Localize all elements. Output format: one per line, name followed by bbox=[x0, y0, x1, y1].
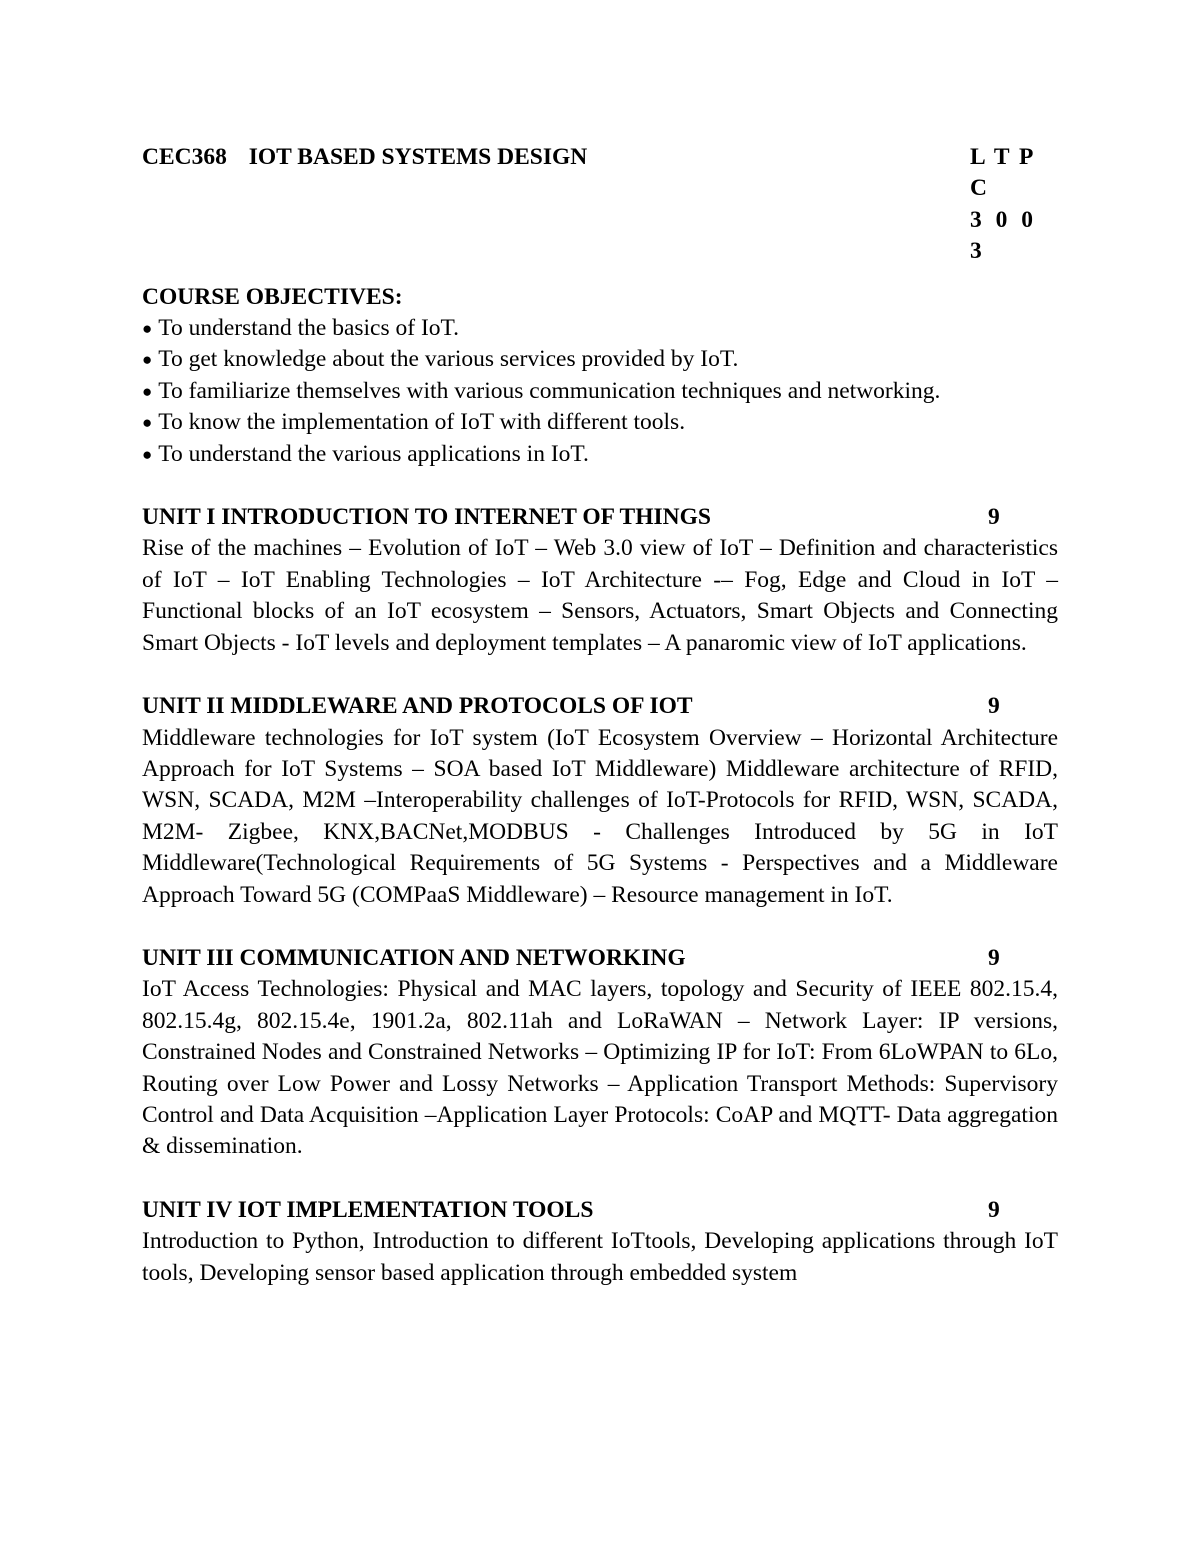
unit-title: UNIT II MIDDLEWARE AND PROTOCOLS OF IOT bbox=[142, 693, 693, 720]
unit-content: IoT Access Technologies: Physical and MAC layers, topology and Security of IEEE 802.15.4, 802.15.4g, 802.15.4e, 1901.2a, 802.11ah and LoRaWAN – Network Layer: IP versions, Constrained Nodes and Constrained Networks – Optimizing IP for IoT: From 6LoWPAN to 6Lo, Routing over Low Power and Lossy Networks – Application Transport Methods: Supervisory Control and Data Acquisition –Application Layer Protocols: CoAP and MQTT- Data aggregation & dissemination. bbox=[142, 976, 1058, 1160]
ltpc-label: L T P C bbox=[970, 144, 1035, 202]
unit-hours: 9 bbox=[988, 944, 1000, 971]
objectives-heading: COURSE OBJECTIVES: bbox=[142, 283, 403, 310]
unit-title: UNIT IV IOT IMPLEMENTATION TOOLS bbox=[142, 1196, 594, 1223]
unit-heading bbox=[142, 502, 1058, 533]
objective-item: ● To familiarize themselves with various communication techniques and networking. bbox=[142, 377, 941, 404]
unit-3 bbox=[142, 943, 1058, 1163]
unit-hours: 9 bbox=[988, 1196, 1000, 1223]
objective-item: ● To understand the various applications in IoT. bbox=[142, 440, 589, 467]
unit-heading bbox=[142, 1195, 1058, 1226]
course-header bbox=[142, 142, 1058, 268]
course-code: CEC368 bbox=[142, 144, 227, 170]
unit-title: UNIT I INTRODUCTION TO INTERNET OF THINGS bbox=[142, 504, 711, 531]
objective-item: ● To get knowledge about the various services provided by IoT. bbox=[142, 346, 739, 373]
bullet-icon: ● bbox=[142, 319, 153, 339]
objective-item: ● To know the implementation of IoT with different tools. bbox=[142, 409, 686, 436]
bullet-icon: ● bbox=[142, 444, 153, 464]
ltpc-values: 3 0 0 3 bbox=[970, 206, 1037, 265]
objectives-list bbox=[142, 313, 1058, 470]
unit-2 bbox=[142, 691, 1058, 911]
unit-title: UNIT III COMMUNICATION AND NETWORKING bbox=[142, 944, 686, 971]
objective-item: ● To understand the basics of IoT. bbox=[142, 315, 460, 342]
bullet-icon: ● bbox=[142, 381, 153, 401]
bullet-icon: ● bbox=[142, 350, 153, 370]
bullet-icon: ● bbox=[142, 413, 153, 433]
unit-content: Rise of the machines – Evolution of IoT – Web 3.0 view of IoT – Definition and characteristics of IoT – IoT Enabling Technologies – IoT Architecture -– Fog, Edge and Cloud in IoT – Functional blocks of an IoT ecosystem – Sensors, Actuators, Smart Objects and Connecting Smart Objects - IoT levels and deployment templates – A panaromic view of IoT applications. bbox=[142, 535, 1058, 656]
unit-content: Introduction to Python, Introduction to different IoTtools, Developing applications through IoT tools, Developing sensor based application through embedded system bbox=[142, 1228, 1058, 1286]
unit-hours: 9 bbox=[988, 693, 1000, 720]
unit-1 bbox=[142, 502, 1058, 659]
ltpc-block bbox=[970, 142, 1058, 268]
unit-heading bbox=[142, 943, 1058, 974]
unit-4 bbox=[142, 1195, 1058, 1289]
syllabus-page bbox=[142, 142, 1058, 1289]
unit-hours: 9 bbox=[988, 504, 1000, 531]
course-heading bbox=[142, 142, 587, 268]
unit-heading bbox=[142, 691, 1058, 722]
course-title: IOT BASED SYSTEMS DESIGN bbox=[248, 144, 588, 170]
unit-content: Middleware technologies for IoT system (IoT Ecosystem Overview – Horizontal Architecture Approach for IoT Systems – SOA based IoT Middleware) Middleware architecture of RFID, WSN, SCADA, M2M –Interoperability challenges of IoT-Protocols for RFID, WSN, SCADA, M2M- Zigbee, KNX,BACNet,MODBUS - Challenges Introduced by 5G in IoT Middleware(Technological Requirements of 5G Systems - Perspectives and a Middleware Approach Toward 5G (COMPaaS Middleware) – Resource management in IoT. bbox=[142, 724, 1058, 908]
